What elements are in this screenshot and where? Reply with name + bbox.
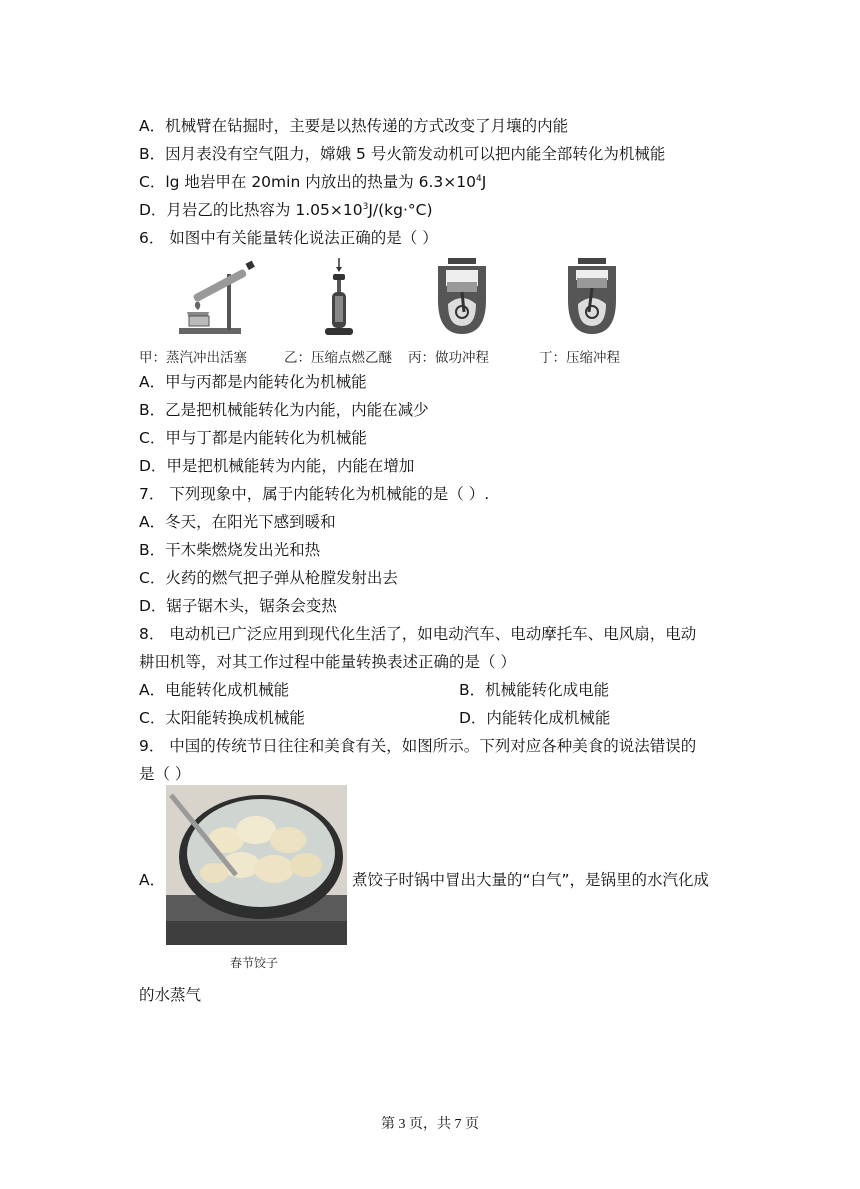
- q6-stem: 6． 如图中有关能量转化说法正确的是（ ）: [139, 229, 438, 247]
- q9-stem-line-1: 9． 中国的传统节日往往和美食有关，如图所示。下列对应各种美食的说法错误的: [139, 737, 697, 755]
- q5-option-a: A．机械臂在钻掘时，主要是以热传递的方式改变了月壤的内能: [139, 117, 569, 135]
- power-stroke-engine-figure: [434, 256, 490, 338]
- q8-option-c: C．太阳能转换成机械能: [139, 709, 305, 727]
- q6-option-c: C．甲与丁都是内能转化为机械能: [139, 429, 367, 447]
- compression-stroke-engine-figure: [564, 256, 620, 338]
- figure-caption-yi: 乙：压缩点燃乙醚: [284, 350, 392, 366]
- q6-option-d: D．甲是把机械能转为内能，内能在增加: [139, 457, 415, 475]
- q5-option-d: [139, 199, 433, 221]
- q7-option-b: B．干木柴燃烧发出光和热: [139, 541, 321, 559]
- dumplings-photo: [166, 785, 347, 945]
- compression-tube-figure: [319, 256, 359, 338]
- q7-stem: 7． 下列现象中，属于内能转化为机械能的是（ ）.: [139, 485, 490, 503]
- q7-option-c: C．火药的燃气把子弹从枪膛发射出去: [139, 569, 398, 587]
- q7-option-d: D．锯子锯木头，锯条会变热: [139, 597, 337, 615]
- q5-option-d-unit: J/(kg·°C): [368, 201, 433, 219]
- q8-stem-line-1: 8． 电动机已广泛应用到现代化生活了，如电动汽车、电动摩托车、电风扇，电动: [139, 625, 697, 643]
- q7-option-a: A．冬天，在阳光下感到暖和: [139, 513, 336, 531]
- page-footer: 第 3 页，共 7 页: [381, 1117, 479, 1132]
- q9-option-a-text: 煮饺子时锅中冒出大量的“白气”，是锅里的水汽化成: [352, 871, 710, 889]
- figure-caption-jia: 甲：蒸汽冲出活塞: [139, 350, 247, 366]
- q9-stem-line-2: 是（ ）: [139, 765, 191, 783]
- q5-option-c: [139, 171, 486, 193]
- q6-option-a: A．甲与丙都是内能转化为机械能: [139, 373, 367, 391]
- q8-option-d: D．内能转化成机械能: [459, 709, 611, 727]
- q8-stem-line-2: 耕田机等，对其工作过程中能量转换表述正确的是（ ）: [139, 653, 516, 671]
- q5-option-c-text: C．lg 地岩甲在 20min 内放出的热量为 6.3×10: [139, 173, 476, 191]
- photo-caption: 春节饺子: [230, 956, 279, 970]
- q9-option-a-continuation: 的水蒸气: [139, 986, 202, 1004]
- q8-option-b: B．机械能转化成电能: [459, 681, 610, 699]
- q5-option-d-exponent: 3: [362, 202, 369, 212]
- figure-caption-bing: 丙：做功冲程: [408, 350, 489, 366]
- q5-option-b: B．因月表没有空气阻力，嫦娥 5 号火箭发动机可以把内能全部转化为机械能: [139, 145, 666, 163]
- q5-option-c-exponent: 4: [476, 174, 482, 184]
- q5-option-c-unit: J: [481, 173, 487, 191]
- q5-option-d-text: D．月岩乙的比热容为 1.05×10: [139, 201, 363, 219]
- steam-tube-figure: [169, 256, 259, 338]
- figure-caption-ding: 丁：压缩冲程: [539, 350, 620, 366]
- q6-figure-row: [139, 256, 659, 366]
- q6-option-b: B．乙是把机械能转化为内能，内能在减少: [139, 401, 429, 419]
- q8-option-a: A．电能转化成机械能: [139, 681, 290, 699]
- q9-option-a-label: A．: [139, 871, 166, 889]
